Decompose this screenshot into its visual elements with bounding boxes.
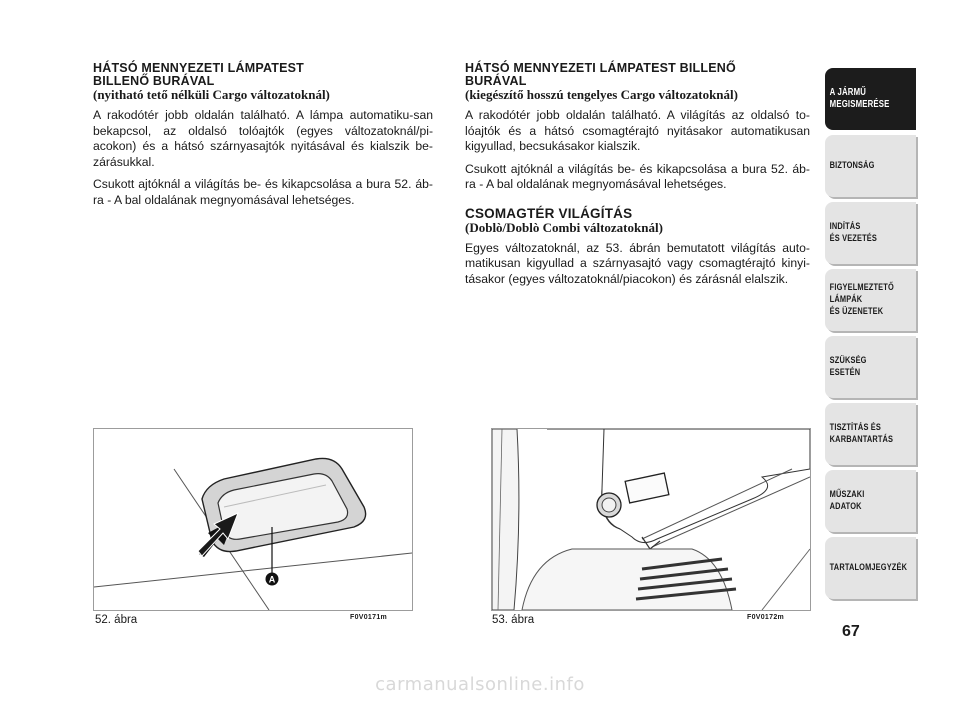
ceiling-lamp-illustration — [94, 429, 412, 610]
figure-52-caption: 52. ábra — [95, 614, 138, 626]
tab-label: TARTALOMJEGYZÉK — [829, 562, 908, 573]
tab-starting-driving[interactable] — [825, 202, 916, 264]
chapter-sidebar — [825, 68, 916, 604]
right-heading-line-2: BURÁVAL — [465, 74, 527, 88]
section-paragraph-cargo-light: Egyes változatoknál, az 53. ábrán bemutatott világítás auto-matikusan kigyullad a szárnyasajtó vagy csomagtérajtó kinyi-tásakor (egyes változatoknál/piacokon) és zárásnál elalszik. — [465, 240, 810, 286]
left-column — [93, 62, 433, 215]
left-subheading: (nyitható tető nélküli Cargo változatoknál) — [93, 87, 330, 102]
figure-52 — [93, 428, 413, 611]
section-subheading-cargo-light: (Doblò/Doblò Combi változatoknál) — [465, 219, 663, 235]
section-heading-cargo-light: CSOMAGTÉR VILÁGÍTÁS — [465, 205, 633, 221]
tab-label: TISZTÍTÁS ÉS KARBANTARTÁS — [829, 422, 894, 445]
figure-53-caption: 53. ábra — [492, 614, 535, 626]
right-column — [465, 62, 810, 294]
watermark: carmanualsonline.info — [375, 674, 585, 695]
right-subheading: (kiegészítő hosszú tengelyes Cargo változatoknál) — [465, 87, 738, 102]
tab-index[interactable] — [825, 537, 916, 599]
right-heading-line-1: HÁTSÓ MENNYEZETI LÁMPATEST BILLENŐ — [465, 61, 736, 75]
tab-technical-data[interactable] — [825, 470, 916, 532]
tab-label: MŰSZAKI ADATOK — [829, 489, 865, 512]
tab-label: INDÍTÁS ÉS VEZETÉS — [829, 221, 877, 244]
tab-label: A JÁRMŰ MEGISMERÉSE — [829, 87, 890, 110]
cargo-light-illustration — [492, 429, 810, 610]
right-paragraph-2: Csukott ajtóknál a világítás be- és kikapcsolása a bura 52. áb-ra - A bal oldalának megnyomásával lehetséges. — [465, 161, 810, 191]
tab-safety[interactable] — [825, 135, 916, 197]
left-paragraph-1: A rakodótér jobb oldalán található. A lámpa automatiku-san bekapcsol, az oldalsó tolóajtók (egyes változatoknál/pi-acokon) és a hátsó szárnyasajtók nyitásával és kialszik be-zárásukkal. — [93, 108, 433, 169]
tab-emergency[interactable] — [825, 336, 916, 398]
tab-vehicle-overview[interactable] — [825, 68, 916, 130]
page-number: 67 — [842, 623, 860, 640]
tab-label: BIZTONSÁG — [829, 160, 875, 171]
left-heading-line-2: BILLENŐ BURÁVAL — [93, 74, 215, 88]
right-paragraph-1: A rakodótér jobb oldalán található. A világítás az oldalsó to-lóajtók és a hátsó csomagtérajtó nyitásakor automatikusan kigyullad, becsukásakor kialszik. — [465, 108, 810, 153]
figure-53 — [491, 428, 811, 611]
tab-warning-lights[interactable] — [825, 269, 916, 331]
figure-52-code: F0V0171m — [350, 614, 388, 621]
callout-a-label: A — [268, 574, 276, 585]
figure-53-code: F0V0172m — [747, 614, 785, 621]
tab-maintenance[interactable] — [825, 403, 916, 465]
left-heading-line-1: HÁTSÓ MENNYEZETI LÁMPATEST — [93, 61, 304, 75]
tab-label: FIGYELMEZTETŐ LÁMPÁK ÉS ÜZENETEK — [829, 282, 894, 317]
tab-label: SZÜKSÉG ESETÉN — [829, 355, 867, 378]
left-paragraph-2: Csukott ajtóknál a világítás be- és kikapcsolása a bura 52. áb-ra - A bal oldalának megnyomásával lehetséges. — [93, 177, 433, 207]
